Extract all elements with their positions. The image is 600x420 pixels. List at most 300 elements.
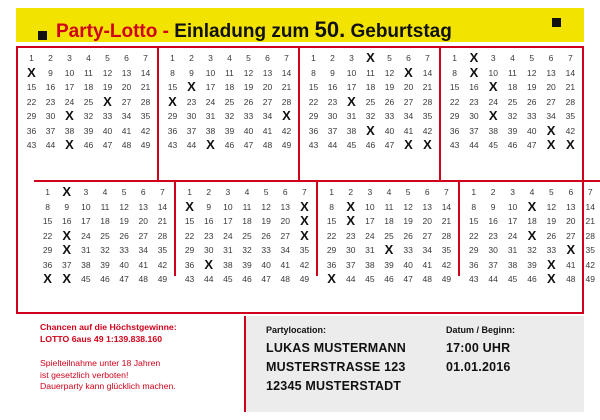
number-cell[interactable]: 20 [280,216,290,227]
number-cell[interactable]: 8 [170,67,175,78]
number-cell[interactable]: 39 [507,125,518,136]
number-cell[interactable]: 3 [490,53,496,64]
number-cell[interactable]: 9 [206,201,212,212]
number-cell[interactable]: 41 [403,125,414,136]
number-cell[interactable]: 14 [281,67,292,78]
number-cell[interactable]: 40 [102,125,113,136]
number-cell[interactable]: 37 [488,259,498,270]
number-cell[interactable]: 7 [143,53,148,64]
number-cell[interactable] [199,258,218,273]
number-cell[interactable]: 20 [121,82,132,93]
number-cell[interactable]: 38 [488,125,498,136]
number-cell[interactable]: 12 [243,67,254,78]
number-cell[interactable]: 42 [441,259,452,270]
number-cell[interactable] [182,80,201,95]
number-cell[interactable]: 20 [403,82,414,93]
number-cell[interactable]: 24 [223,230,233,241]
number-cell[interactable]: 34 [121,111,132,122]
number-cell[interactable]: 9 [490,201,496,212]
number-cell[interactable] [38,272,57,287]
number-cell[interactable]: 25 [242,230,252,241]
number-cell[interactable]: 36 [26,125,37,136]
number-cell[interactable]: 12 [546,201,557,212]
number-cell[interactable]: 14 [585,201,595,212]
number-cell[interactable]: 22 [26,96,37,107]
number-cell[interactable]: 38 [346,125,357,136]
number-cell[interactable]: 1 [452,53,457,64]
number-cell[interactable] [561,138,580,153]
number-cell[interactable]: 32 [224,111,235,122]
number-cell[interactable]: 49 [281,140,292,151]
number-cell[interactable]: 30 [469,111,479,122]
number-cell[interactable]: 1 [170,53,175,64]
number-cell[interactable]: 33 [403,245,413,256]
number-cell[interactable]: 45 [223,274,233,285]
number-cell[interactable]: 26 [243,96,254,107]
number-cell[interactable] [561,243,580,258]
number-cell[interactable]: 6 [282,187,288,198]
number-cell[interactable]: 49 [140,140,151,151]
number-cell[interactable] [464,66,483,81]
number-cell[interactable]: 23 [345,230,356,241]
number-cell[interactable]: 47 [384,140,395,151]
number-cell[interactable]: 41 [262,125,273,136]
number-cell[interactable]: 42 [585,259,595,270]
number-cell[interactable]: 49 [157,274,168,285]
number-cell[interactable]: 35 [422,111,433,122]
number-cell[interactable]: 40 [243,125,254,136]
number-cell[interactable]: 36 [184,259,195,270]
number-cell[interactable]: 19 [403,216,413,227]
number-cell[interactable]: 30 [327,111,338,122]
number-cell[interactable]: 17 [81,216,91,227]
lotto-field-3[interactable] [300,48,441,180]
number-cell[interactable]: 36 [308,125,319,136]
number-cell[interactable]: 37 [469,125,479,136]
number-cell[interactable]: 4 [227,53,232,64]
number-cell[interactable]: 22 [308,96,319,107]
number-cell[interactable]: 23 [327,96,338,107]
number-cell[interactable]: 25 [384,230,394,241]
number-cell[interactable]: 43 [167,140,178,151]
number-cell[interactable] [541,138,560,153]
number-cell[interactable]: 17 [365,216,375,227]
number-cell[interactable]: 48 [280,274,290,285]
number-cell[interactable]: 10 [223,201,233,212]
number-cell[interactable] [522,200,541,215]
number-cell[interactable]: 5 [246,53,251,64]
number-cell[interactable]: 44 [45,140,56,151]
number-cell[interactable]: 21 [565,82,576,93]
number-cell[interactable]: 42 [565,125,576,136]
number-cell[interactable]: 11 [100,201,110,212]
number-cell[interactable]: 46 [527,274,537,285]
number-cell[interactable]: 48 [121,140,132,151]
number-cell[interactable]: 31 [223,245,233,256]
number-cell[interactable]: 27 [280,230,290,241]
number-cell[interactable]: 14 [565,67,576,78]
number-cell[interactable]: 47 [261,274,271,285]
number-cell[interactable]: 18 [527,216,537,227]
number-cell[interactable]: 34 [262,111,273,122]
number-cell[interactable]: 40 [261,259,271,270]
number-cell[interactable]: 17 [205,82,216,93]
number-cell[interactable]: 42 [157,259,168,270]
number-cell[interactable]: 41 [422,259,432,270]
number-cell[interactable]: 41 [566,259,576,270]
number-cell[interactable]: 41 [138,259,148,270]
number-cell[interactable]: 13 [138,201,148,212]
lotto-field-1[interactable] [18,48,159,180]
number-cell[interactable]: 29 [326,245,337,256]
number-cell[interactable]: 43 [468,274,479,285]
number-cell[interactable]: 17 [507,216,518,227]
number-cell[interactable]: 44 [469,140,479,151]
number-cell[interactable] [399,66,418,81]
number-cell[interactable]: 24 [507,230,518,241]
number-cell[interactable]: 5 [121,187,127,198]
number-cell[interactable]: 37 [45,125,56,136]
number-cell[interactable]: 35 [441,245,452,256]
number-cell[interactable]: 32 [527,245,537,256]
number-cell[interactable]: 41 [121,125,132,136]
number-cell[interactable]: 46 [100,274,110,285]
number-cell[interactable]: 22 [184,230,195,241]
number-cell[interactable]: 27 [262,96,273,107]
number-cell[interactable] [322,272,341,287]
number-cell[interactable]: 35 [157,245,168,256]
number-cell[interactable]: 24 [64,96,75,107]
number-cell[interactable]: 13 [546,67,556,78]
number-cell[interactable]: 2 [348,187,354,198]
number-cell[interactable] [399,138,418,153]
number-cell[interactable]: 26 [403,230,413,241]
number-cell[interactable]: 30 [345,245,356,256]
number-cell[interactable]: 42 [140,125,151,136]
number-cell[interactable]: 14 [157,201,168,212]
number-cell[interactable]: 38 [205,125,216,136]
number-cell[interactable]: 29 [184,245,195,256]
number-cell[interactable]: 13 [566,201,576,212]
number-cell[interactable]: 20 [138,216,148,227]
number-cell[interactable]: 29 [26,111,37,122]
number-cell[interactable]: 46 [365,140,376,151]
number-cell[interactable]: 7 [284,53,289,64]
number-cell[interactable]: 6 [548,53,554,64]
number-cell[interactable]: 22 [468,230,479,241]
number-cell[interactable]: 31 [81,245,91,256]
number-cell[interactable]: 5 [263,187,269,198]
number-cell[interactable]: 30 [45,111,56,122]
number-cell[interactable]: 6 [124,53,129,64]
number-cell[interactable] [542,272,561,287]
number-cell[interactable]: 47 [527,140,537,151]
number-cell[interactable]: 15 [167,82,178,93]
number-cell[interactable] [361,124,380,139]
number-cell[interactable]: 39 [384,259,394,270]
number-cell[interactable]: 18 [507,82,518,93]
number-cell[interactable]: 49 [441,274,452,285]
number-cell[interactable] [57,272,76,287]
number-cell[interactable]: 2 [490,187,496,198]
number-cell[interactable] [341,200,360,215]
number-cell[interactable]: 35 [140,111,151,122]
lotto-field-2[interactable] [159,48,300,180]
number-cell[interactable]: 44 [203,274,214,285]
number-cell[interactable]: 35 [565,111,576,122]
number-cell[interactable]: 26 [527,96,537,107]
number-cell[interactable]: 38 [64,125,75,136]
number-cell[interactable]: 28 [140,96,151,107]
number-cell[interactable]: 4 [244,187,250,198]
number-cell[interactable]: 46 [507,140,518,151]
number-cell[interactable]: 2 [206,187,212,198]
number-cell[interactable]: 15 [468,216,479,227]
number-cell[interactable]: 14 [422,67,433,78]
number-cell[interactable]: 19 [102,82,113,93]
lotto-field-8[interactable] [460,182,600,287]
number-cell[interactable] [60,109,79,124]
number-cell[interactable]: 22 [42,230,53,241]
number-cell[interactable]: 21 [140,82,151,93]
number-cell[interactable]: 10 [81,201,91,212]
number-cell[interactable] [295,229,314,244]
number-cell[interactable]: 14 [441,201,452,212]
number-cell[interactable]: 48 [422,274,432,285]
number-cell[interactable]: 16 [488,216,498,227]
number-cell[interactable] [541,124,560,139]
number-cell[interactable]: 39 [242,259,252,270]
number-cell[interactable]: 18 [83,82,94,93]
number-cell[interactable]: 46 [242,274,252,285]
number-cell[interactable]: 31 [507,245,518,256]
number-cell[interactable]: 25 [365,96,376,107]
number-cell[interactable]: 25 [83,96,94,107]
number-cell[interactable] [361,51,380,66]
number-cell[interactable]: 27 [138,230,148,241]
number-cell[interactable]: 4 [529,187,535,198]
number-cell[interactable]: 8 [452,67,457,78]
number-cell[interactable]: 38 [507,259,518,270]
number-cell[interactable]: 42 [422,125,433,136]
number-cell[interactable]: 23 [488,230,498,241]
number-cell[interactable]: 37 [327,125,338,136]
number-cell[interactable]: 27 [546,96,556,107]
number-cell[interactable]: 38 [365,259,375,270]
number-cell[interactable]: 37 [186,125,197,136]
number-cell[interactable] [542,258,561,273]
number-cell[interactable]: 23 [469,96,479,107]
number-cell[interactable]: 21 [441,216,452,227]
number-cell[interactable] [418,138,437,153]
number-cell[interactable]: 39 [527,259,537,270]
number-cell[interactable] [464,51,483,66]
number-cell[interactable]: 1 [29,53,34,64]
number-cell[interactable]: 5 [105,53,110,64]
number-cell[interactable] [163,95,182,110]
number-cell[interactable] [22,66,41,81]
number-cell[interactable]: 15 [42,216,53,227]
number-cell[interactable]: 2 [330,53,335,64]
number-cell[interactable]: 11 [225,67,234,78]
number-cell[interactable]: 31 [346,111,357,122]
number-cell[interactable]: 44 [345,274,356,285]
number-cell[interactable]: 30 [203,245,214,256]
number-cell[interactable]: 28 [585,230,595,241]
number-cell[interactable]: 16 [45,82,56,93]
number-cell[interactable] [201,138,220,153]
number-cell[interactable]: 19 [546,216,557,227]
number-cell[interactable] [180,200,199,215]
number-cell[interactable]: 47 [403,274,413,285]
number-cell[interactable]: 45 [365,274,375,285]
number-cell[interactable]: 32 [242,245,252,256]
number-cell[interactable]: 19 [261,216,271,227]
number-cell[interactable]: 20 [262,82,273,93]
number-cell[interactable]: 29 [42,245,53,256]
number-cell[interactable]: 18 [365,82,376,93]
number-cell[interactable]: 22 [449,96,460,107]
number-cell[interactable]: 19 [384,82,395,93]
number-cell[interactable]: 18 [242,216,252,227]
number-cell[interactable]: 45 [81,274,91,285]
number-cell[interactable]: 10 [488,67,498,78]
number-cell[interactable]: 36 [326,259,337,270]
number-cell[interactable]: 2 [189,53,194,64]
number-cell[interactable]: 42 [281,125,292,136]
number-cell[interactable]: 12 [119,201,129,212]
number-cell[interactable]: 39 [224,125,235,136]
number-cell[interactable]: 24 [488,96,498,107]
number-cell[interactable]: 10 [64,67,75,78]
number-cell[interactable]: 3 [349,53,354,64]
number-cell[interactable]: 4 [86,53,91,64]
number-cell[interactable]: 46 [224,140,235,151]
number-cell[interactable]: 34 [422,245,432,256]
number-cell[interactable]: 30 [488,245,498,256]
number-cell[interactable]: 49 [299,274,310,285]
number-cell[interactable]: 36 [167,125,178,136]
number-cell[interactable]: 4 [102,187,108,198]
number-cell[interactable]: 11 [84,67,93,78]
number-cell[interactable]: 16 [61,216,72,227]
number-cell[interactable]: 19 [527,82,537,93]
number-cell[interactable]: 48 [262,140,273,151]
number-cell[interactable] [295,200,314,215]
number-cell[interactable]: 16 [469,82,479,93]
number-cell[interactable]: 29 [167,111,178,122]
number-cell[interactable]: 19 [119,216,129,227]
number-cell[interactable]: 21 [157,216,168,227]
number-cell[interactable]: 28 [157,230,168,241]
number-cell[interactable] [277,109,296,124]
number-cell[interactable]: 43 [308,140,319,151]
number-cell[interactable]: 39 [83,125,94,136]
number-cell[interactable]: 46 [384,274,394,285]
number-cell[interactable]: 12 [384,67,395,78]
number-cell[interactable] [295,214,314,229]
number-cell[interactable]: 31 [205,111,216,122]
number-cell[interactable]: 9 [48,67,53,78]
number-cell[interactable]: 31 [365,245,375,256]
number-cell[interactable]: 26 [261,230,271,241]
number-cell[interactable]: 24 [81,230,91,241]
number-cell[interactable]: 25 [507,96,518,107]
number-cell[interactable]: 3 [367,187,373,198]
number-cell[interactable]: 8 [471,201,477,212]
number-cell[interactable]: 26 [546,230,557,241]
number-cell[interactable]: 8 [311,67,316,78]
number-cell[interactable]: 21 [422,82,433,93]
number-cell[interactable]: 6 [265,53,270,64]
number-cell[interactable]: 39 [100,259,110,270]
number-cell[interactable]: 23 [45,96,56,107]
number-cell[interactable]: 41 [280,259,290,270]
number-cell[interactable]: 25 [100,230,110,241]
number-cell[interactable]: 1 [187,187,192,198]
number-cell[interactable] [522,229,541,244]
number-cell[interactable]: 43 [184,274,195,285]
number-cell[interactable] [57,243,76,258]
number-cell[interactable]: 48 [138,274,148,285]
number-cell[interactable]: 6 [568,187,574,198]
number-cell[interactable]: 38 [223,259,233,270]
number-cell[interactable]: 35 [585,245,595,256]
number-cell[interactable]: 44 [186,140,197,151]
number-cell[interactable]: 9 [330,67,335,78]
number-cell[interactable]: 17 [346,82,357,93]
number-cell[interactable]: 3 [225,187,231,198]
number-cell[interactable]: 21 [585,216,595,227]
number-cell[interactable]: 20 [546,82,556,93]
number-cell[interactable]: 35 [299,245,310,256]
number-cell[interactable]: 28 [281,96,292,107]
number-cell[interactable]: 12 [403,201,413,212]
number-cell[interactable]: 1 [471,187,477,198]
number-cell[interactable]: 33 [546,245,557,256]
number-cell[interactable]: 7 [567,53,573,64]
number-cell[interactable]: 45 [488,140,498,151]
number-cell[interactable]: 33 [527,111,537,122]
number-cell[interactable]: 12 [261,201,271,212]
number-cell[interactable]: 10 [507,201,518,212]
number-cell[interactable]: 19 [243,82,254,93]
number-cell[interactable]: 7 [587,187,593,198]
number-cell[interactable]: 20 [566,216,576,227]
number-cell[interactable]: 8 [329,201,334,212]
number-cell[interactable]: 28 [422,96,433,107]
number-cell[interactable]: 1 [45,187,50,198]
number-cell[interactable]: 1 [311,53,316,64]
number-cell[interactable]: 28 [441,230,452,241]
number-cell[interactable]: 40 [119,259,129,270]
number-cell[interactable]: 36 [42,259,53,270]
number-cell[interactable]: 7 [444,187,449,198]
number-cell[interactable]: 27 [403,96,414,107]
number-cell[interactable]: 32 [83,111,94,122]
number-cell[interactable]: 16 [203,216,214,227]
number-cell[interactable]: 48 [566,274,576,285]
number-cell[interactable]: 24 [205,96,216,107]
number-cell[interactable]: 36 [449,125,460,136]
number-cell[interactable]: 34 [403,111,414,122]
number-cell[interactable]: 37 [345,259,356,270]
number-cell[interactable]: 12 [527,67,537,78]
number-cell[interactable]: 4 [510,53,515,64]
number-cell[interactable]: 33 [243,111,254,122]
number-cell[interactable]: 2 [48,53,53,64]
number-cell[interactable] [484,80,503,95]
